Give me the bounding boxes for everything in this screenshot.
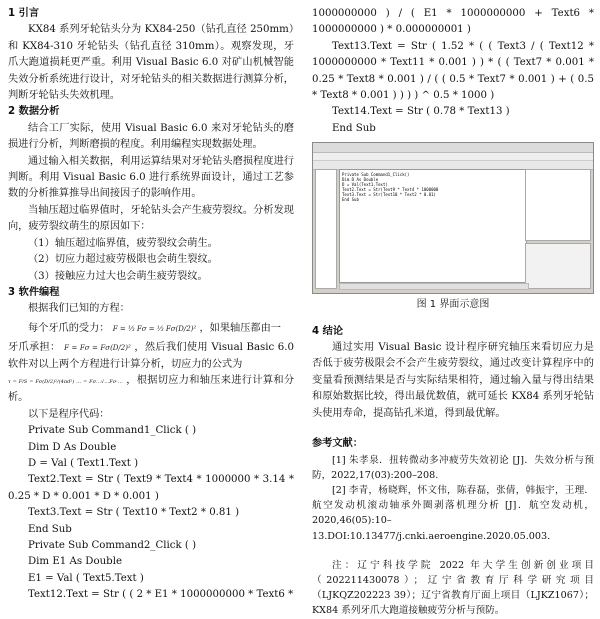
section-2-paragraph-1: 结合工厂实际，使用 Visual Basic 6.0 来对牙轮钻头的磨损进行分析，判断磨损的程度。利用编程实现数据处理。 [8, 122, 294, 151]
code-line: E1 = Val ( Text5.Text ) [28, 572, 144, 584]
code-line: D = Val ( Text1.Text ) [28, 457, 139, 469]
figure-scrollbar [339, 283, 529, 290]
shear-text: ，根据切应力和轴压来进行计算和分析。 [8, 374, 295, 404]
code-heading: 以下是程序代码： [28, 408, 110, 420]
code-line: End Sub [332, 122, 376, 134]
code-line: Dim E1 As Double [28, 556, 122, 568]
left-column [8, 6, 294, 604]
section-1-paragraph: KX84 系列牙轮钻头分为 KX84-250（钻孔直径 250mm）和 KX84-310 牙轮钻头（钻孔直径 310mm）。观察发现，牙爪大跑道损耗更严重。利用 Visual Basic 6.0 对矿山机械智能失效分析系统进行设计，对牙轮钻头的相关数据进行测算分析，判断牙轮钻头失效机理。 [8, 24, 294, 102]
single-claw-text: 牙爪承担： [8, 342, 61, 354]
references-heading: 参考文献： [312, 438, 363, 450]
shear-formula: τ = F/S = Fσ(D/2)²/(4πd²) … = Fσ…√…Fσ·… [8, 378, 123, 385]
single-claw-paragraph [8, 340, 294, 373]
code-line: Private Sub Command1_Click ( ) [28, 425, 197, 437]
single-claw-text-cont: ，然后我们使用 Visual Basic 6.0 软件对以上两个方程进行计算分析，切应力的公式为 [8, 342, 294, 370]
figure-properties-panel [525, 243, 591, 289]
section-1-heading: 1 引言 [8, 8, 40, 19]
force-formula: F = ⅓ Fσ = ⅓ Fσ(D/2)² [112, 324, 197, 333]
figure-project-panel [525, 169, 591, 241]
code-line: 1000000000 ) / ( E1 * 1000000000 + Text6 * 1000000000 ) * 0.000000001 ) [312, 8, 594, 36]
figure-code-window: Private Sub Command1_Click() Dim D As Double D = Val(Text1.Text) Text2.Text = Str(Text9 * Text4 * 1000000 Text3.Text = Str(Text10 * Text2 * 0.81) End Sub [339, 169, 527, 283]
code-line: End Sub [28, 523, 72, 535]
code-line: Text3.Text = Str ( Text10 * Text2 * 0.81 ) [28, 507, 240, 519]
list-item: （1）轴压超过临界值，疲劳裂纹会萌生。 [28, 237, 218, 249]
funding-note: 注：辽宁科技学院 2022 年大学生创新创业项目（202211430078）；辽宁省教育厅科学研究项目（LJKQZ202223 39）；辽宁省教育厅面上项目（LJKZ1067）；KX84 系列牙爪大跑道接触疲劳分析与预防。 [312, 559, 594, 617]
figure-caption: 图 1 界面示意图 [416, 299, 490, 311]
shear-formula-line [8, 373, 294, 407]
force-text: 每个牙爪的受力： [28, 322, 110, 334]
figure-menubar [313, 153, 593, 161]
code-line: Text12.Text = Str ( ( 2 * E1 * 1000000000 * Text6 * [28, 589, 294, 601]
code-line: Dim D As Double [28, 441, 117, 453]
code-line: Text2.Text = Str ( Text9 * Text4 * 1000000 * 3.14 * 0.25 * D * 0.001 * D * 0.001 ) [8, 474, 294, 502]
code-line: Text13.Text = Str ( 1.52 * ( ( Text3 / ( Text12 * 1000000000 * Text11 * 0.001 ) ) * ( ( Text7 * 0.001 * 0.25 * Text8 * 0.001 ) / ( ( 0.5 * Text7 * 0.001 ) + ( 0.5 * Text8 * 0.001 ) ) ) ) ^ 0.5 * 1000 ) [312, 40, 594, 102]
interface-figure [312, 142, 594, 294]
section-4-heading: 4 结论 [312, 325, 344, 337]
section-2-paragraph-2: 通过输入相关数据，利用运算结果对牙轮钻头磨损程度进行判断。利用 Visual Basic 6.0 进行系统界面设计，通过工艺参数的分析推算推导出间接因子的影响作用。 [8, 155, 294, 200]
section-4-paragraph: 通过实用 Visual Basic 设计程序研究轴压来看切应力是否低于疲劳极限会不会产生疲劳裂纹，通过改变计算程序中的变量看预测结果是否与实际结果相符，通过输入量与得出结果和原始数据比较，得出最优数值，就可延长 KX84 系列牙轮钻头使用寿命，提高钻孔米道，得到最优解。 [312, 342, 594, 419]
reference-item: [1] 朱孝泉．扭转微动多冲疲劳失效初论 [J]．失效分析与预防，2022,17(03):200–208. [312, 454, 594, 481]
force-text-cont: ，如果轴压都由一 [199, 322, 281, 334]
reference-item: [2] 李青，杨晓辉，怀文伟，陈春磊，张倩，韩振宇，王理．航空发动机滚动轴承外圈剥落机理分析 [J]．航空发动机，2020,46(05):10–13.DOI:10.13477/j.cnki.aeroengine.2020.05.003. [312, 484, 594, 542]
section-2-heading: 2 数据分析 [8, 106, 60, 118]
code-line: Private Sub Command2_Click ( ) [28, 540, 197, 551]
section-3-paragraph-1: 根据我们已知的方程： [28, 303, 130, 315]
section-2-paragraph-3: 当轴压超过临界值时，牙轮钻头会产生疲劳裂纹。分析发现向，疲劳裂纹萌生的原因如下： [8, 204, 294, 233]
single-claw-formula: F = Fσ = Fσ(D/2)² [64, 344, 131, 353]
force-formula-line [8, 321, 294, 337]
figure-toolbox [315, 169, 337, 289]
list-item: （2）切应力超过疲劳极限也会萌生裂纹。 [28, 254, 218, 266]
section-3-heading: 3 软件编程 [8, 286, 60, 298]
code-line: Text14.Text = Str ( 0.78 * Text13 ) [332, 106, 510, 118]
right-column [312, 6, 594, 619]
figure-window-titlebar [313, 143, 593, 153]
list-item: （3）接触应力过大也会萌生疲劳裂纹。 [28, 270, 208, 282]
